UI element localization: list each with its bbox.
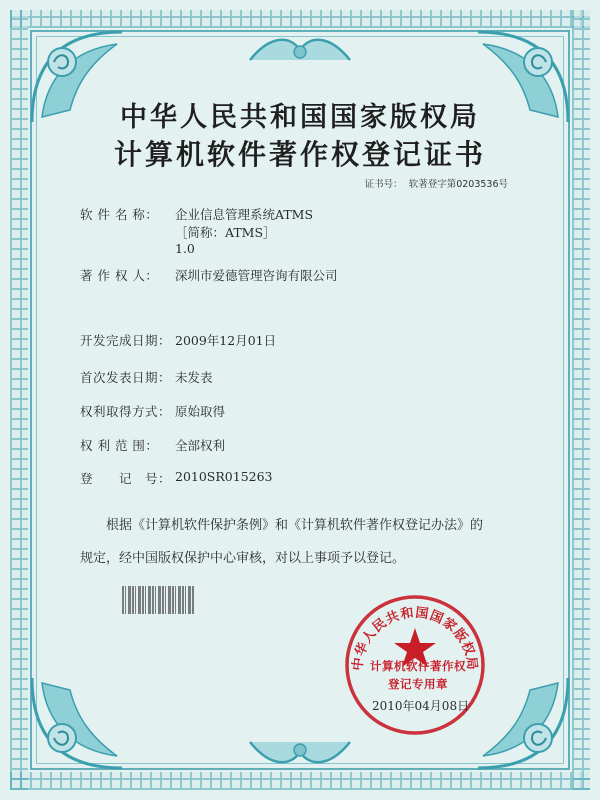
registration-number-row xyxy=(80,469,273,487)
issuer-title: 中华人民共和国国家版权局 xyxy=(120,102,480,133)
seal-line-2: 登记专用章 xyxy=(388,677,448,691)
certificate-title: 计算机软件著作权登记证书 xyxy=(113,138,486,171)
owner-value: 深圳市爱德管理咨询有限公司 xyxy=(175,268,338,283)
rights-scope-row xyxy=(80,436,225,454)
dev-date-value: 2009年12月01日 xyxy=(175,333,277,348)
certificate-number xyxy=(359,176,508,190)
seal-line-1: 计算机软件著作权 xyxy=(370,659,466,673)
acquire-method-row xyxy=(80,402,225,420)
approval-paragraph: 规定，经中国版权保护中心审核，对以上事项予以登记。 xyxy=(80,551,406,566)
legal-basis-paragraph: 根据《计算机软件保护条例》和《计算机软件著作权登记办法》的 xyxy=(106,518,484,533)
owner-row xyxy=(80,266,338,284)
software-name-row xyxy=(80,205,313,256)
software-name-value: 企业信息管理系统ATMS xyxy=(175,207,314,222)
dev-date-row xyxy=(80,331,276,349)
publish-date-value: 未发表 xyxy=(175,370,213,385)
publish-date-row xyxy=(80,368,213,386)
software-name-label: 软 件 名 称： xyxy=(80,207,159,222)
owner-label: 著 作 权 人： xyxy=(80,268,159,283)
issue-date: 2010年04月08日 xyxy=(372,699,470,713)
acquire-method-value: 原始取得 xyxy=(175,404,226,419)
registration-number-value: 2010SR015263 xyxy=(175,469,273,484)
barcode xyxy=(122,586,194,614)
top-center-ornament xyxy=(240,30,360,70)
corner-ornament-bottom-left xyxy=(22,668,132,778)
seal-ring-textpath: 中华人民共和国国家版权局 xyxy=(350,605,480,672)
registration-number-label: 登 记 号： xyxy=(80,471,172,486)
publish-date-label: 首次发表日期： xyxy=(80,370,172,385)
dev-date-label: 开发完成日期： xyxy=(80,333,172,348)
software-short-name: ［简称：ATMS］ xyxy=(175,225,276,240)
rights-scope-label: 权 利 范 围： xyxy=(80,438,159,453)
certificate-number-label: 证书号： xyxy=(364,179,403,190)
certificate-number-value: 软著登字第0203536号 xyxy=(408,179,508,190)
acquire-method-label: 权利取得方式： xyxy=(80,404,172,419)
rights-scope-value: 全部权利 xyxy=(175,438,226,453)
software-version: 1.0 xyxy=(175,241,195,256)
